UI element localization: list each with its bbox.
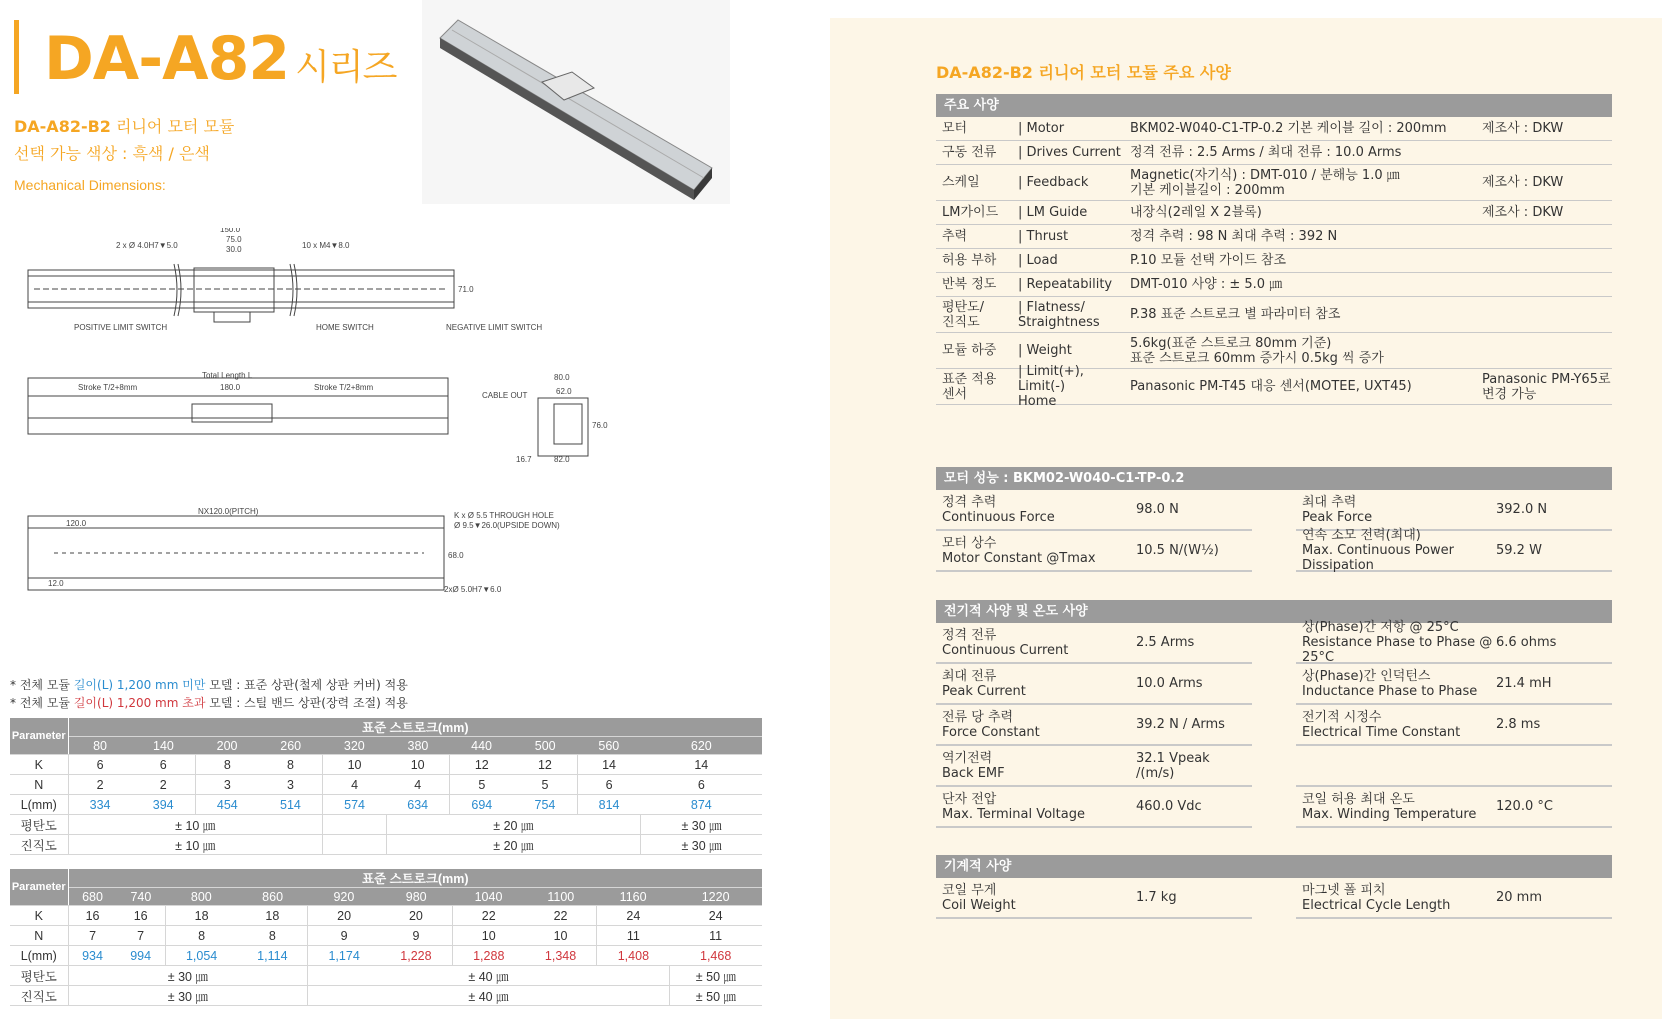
param-header: Parameter <box>10 718 68 755</box>
row-label: N <box>10 775 68 795</box>
table-cell: 934 <box>68 946 117 966</box>
spec-pair <box>936 623 1252 664</box>
model-line: DA-A82-B2 리니어 모터 모듈 <box>14 117 235 136</box>
spec-pair <box>1296 878 1612 919</box>
spec-key: 단자 전압 Max. Terminal Voltage <box>942 791 1085 822</box>
spec-pair-row <box>936 746 1612 787</box>
dim-label: 120.0 <box>66 519 87 528</box>
spec-cell: 모듈 하중 <box>942 343 997 358</box>
table-cell: 14 <box>641 755 762 775</box>
spec-pair <box>936 664 1252 705</box>
spec-pair <box>936 490 1252 531</box>
table-cell: 10 <box>452 926 524 946</box>
table-cell: 1,228 <box>380 946 452 966</box>
table-cell: 9 <box>308 926 380 946</box>
spec-key: 모터 상수 Motor Constant @Tmax <box>942 535 1096 566</box>
spec-key: 연속 소모 전력(최대) Max. Continuous Power Dissipation <box>1302 528 1455 573</box>
stroke-col: 800 <box>165 888 237 906</box>
mech-dim-label: Mechanical Dimensions: <box>14 177 166 193</box>
spec-cell: 평탄도/ 진직도 <box>942 299 985 330</box>
spec-cell: P.38 표준 스트로크 별 파라미터 참조 <box>1130 307 1341 322</box>
dim-label: 16.7 <box>516 455 532 464</box>
stroke-group-header: 표준 스트로크(mm) <box>68 718 762 737</box>
spec-pair-row <box>936 490 1612 531</box>
table-cell: 1,114 <box>238 946 308 966</box>
table-cell: 18 <box>238 906 308 926</box>
spec-pair <box>936 746 1252 787</box>
mech-section <box>936 855 1612 919</box>
stroke-group-header: 표준 스트로크(mm) <box>68 869 762 888</box>
spec-pair <box>1296 787 1612 828</box>
table-cell: 24 <box>669 906 762 926</box>
table-row <box>10 795 762 815</box>
spec-key: 마그넷 폴 피치 Electrical Cycle Length <box>1302 882 1451 913</box>
elec-header: 전기적 사양 및 온도 사양 <box>936 600 1612 623</box>
spec-pair <box>1296 620 1612 665</box>
row-label: 진직도 <box>10 986 68 1006</box>
table-cell: ± 20 ㎛ <box>386 835 641 855</box>
table-cell: 8 <box>238 926 308 946</box>
spec-cell: LM가이드 <box>942 205 999 220</box>
table-cell: 6 <box>641 775 762 795</box>
spec-pair-row <box>936 787 1612 828</box>
spec-pair-row <box>936 878 1612 919</box>
table-cell: 8 <box>259 755 323 775</box>
spec-pair <box>936 787 1252 828</box>
spec-key: 전류 당 추력 Force Constant <box>942 709 1040 740</box>
table-cell: 394 <box>132 795 196 815</box>
spec-value: 21.4 mH <box>1496 676 1552 691</box>
stroke-col: 140 <box>132 737 196 755</box>
table-cell: 20 <box>380 906 452 926</box>
spec-key: 상(Phase)간 인덕턴스 Inductance Phase to Phase <box>1302 668 1478 699</box>
spec-cell: 내장식(2레일 X 2블록) <box>1130 205 1262 220</box>
spec-row <box>936 165 1612 201</box>
dim-label: 180.0 <box>220 383 241 392</box>
spec-cell: | Drives Current <box>1018 145 1121 160</box>
table-cell: 9 <box>380 926 452 946</box>
spec-cell: | Feedback <box>1018 175 1089 190</box>
main-spec-section <box>936 94 1612 409</box>
spec-row <box>936 364 1612 409</box>
table-cell: 454 <box>195 795 259 815</box>
spec-pair-row <box>936 528 1612 573</box>
stroke-col: 860 <box>238 888 308 906</box>
table-cell: 22 <box>452 906 524 926</box>
table-cell: 11 <box>669 926 762 946</box>
table-cell: ± 40 ㎛ <box>308 986 670 1006</box>
stroke-col: 980 <box>380 888 452 906</box>
notes <box>10 676 408 712</box>
spec-cell: Magnetic(자기식) : DMT-010 / 분해능 1.0 ㎛ 기본 케이블길이 : 200mm <box>1130 167 1400 198</box>
row-label: 평탄도 <box>10 815 68 835</box>
table-cell: 10 <box>323 755 387 775</box>
table-cell: ± 20 ㎛ <box>386 815 641 835</box>
table-row <box>10 755 762 775</box>
table-cell: 8 <box>165 926 237 946</box>
table-row <box>10 775 762 795</box>
table-cell: 814 <box>577 795 641 815</box>
table-row <box>10 835 762 855</box>
spec-cell: 정격 추력 : 98 N 최대 추력 : 392 N <box>1130 229 1338 244</box>
table-cell: 24 <box>597 906 669 926</box>
table-cell: 3 <box>195 775 259 795</box>
dim-label: Ø 9.5▼26.0(UPSIDE DOWN) <box>454 521 560 530</box>
dim-label: 2xØ 5.0H7▼6.0 <box>444 585 502 594</box>
dim-label: 76.0 <box>592 421 608 430</box>
spec-cell: BKM02-W040-C1-TP-0.2 기본 케이블 길이 : 200mm <box>1130 121 1447 136</box>
table-cell: 22 <box>525 906 597 926</box>
accent-bar <box>14 20 19 94</box>
spec-pair-row <box>936 664 1612 705</box>
product-photo <box>422 0 730 204</box>
table-cell: 694 <box>450 795 514 815</box>
spec-cell: 반복 정도 <box>942 277 997 292</box>
spec-pair <box>1296 664 1612 705</box>
spec-pair <box>1296 490 1612 531</box>
left-panel <box>0 0 830 1019</box>
spec-key: 최대 전류 Peak Current <box>942 668 1026 699</box>
dim-label: 12.0 <box>48 579 64 588</box>
dim-label: 2 x Ø 4.0H7▼5.0 <box>116 241 178 250</box>
dim-label: Stroke T/2+8mm <box>78 383 138 392</box>
elec-section <box>936 600 1612 828</box>
spec-pair <box>1296 528 1612 573</box>
table-cell: ± 10 ㎛ <box>68 815 323 835</box>
table-cell: 634 <box>386 795 450 815</box>
stroke-col: 320 <box>323 737 387 755</box>
spec-value: 59.2 W <box>1496 543 1542 558</box>
table-row <box>10 946 762 966</box>
table-cell: 6 <box>577 775 641 795</box>
spec-value: 98.0 N <box>1136 502 1179 517</box>
mechanical-drawing <box>14 228 654 638</box>
dim-label: NEGATIVE LIMIT SWITCH <box>446 323 543 332</box>
table-cell: 4 <box>386 775 450 795</box>
spec-key: 역기전력 Back EMF <box>942 750 1005 781</box>
spec-pair <box>936 705 1252 746</box>
dim-label: HOME SWITCH <box>316 323 374 332</box>
spec-cell: 스케일 <box>942 175 980 190</box>
table-cell: 16 <box>68 906 117 926</box>
row-label: L(mm) <box>10 795 68 815</box>
spec-cell: | LM Guide <box>1018 205 1088 220</box>
stroke-col: 200 <box>195 737 259 755</box>
spec-row <box>936 225 1612 249</box>
spec-cell: Panasonic PM-T45 대응 센서(MOTEE, UXT45) <box>1130 379 1412 394</box>
spec-key: 최대 추력 Peak Force <box>1302 494 1373 525</box>
row-label: 진직도 <box>10 835 68 855</box>
table-cell: 1,054 <box>165 946 237 966</box>
table-cell: 994 <box>117 946 166 966</box>
motor-section <box>936 467 1612 572</box>
table-cell: ± 50 ㎛ <box>669 966 762 986</box>
spec-key: 정격 추력 Continuous Force <box>942 494 1055 525</box>
table-cell: 1,468 <box>669 946 762 966</box>
dim-label: Total Length L <box>202 371 253 380</box>
table-cell: 7 <box>68 926 117 946</box>
table-cell: 514 <box>259 795 323 815</box>
spec-cell: 모터 <box>942 121 968 136</box>
spec-row <box>936 249 1612 273</box>
dim-label: 68.0 <box>448 551 464 560</box>
stroke-col: 1040 <box>452 888 524 906</box>
stroke-col: 80 <box>68 737 132 755</box>
spec-cell: 제조사 : DKW <box>1482 205 1564 220</box>
table-cell: 11 <box>597 926 669 946</box>
dim-label: Stroke T/2+8mm <box>314 383 374 392</box>
table-cell: 8 <box>195 755 259 775</box>
table-cell: 7 <box>117 926 166 946</box>
spec-key: 정격 전류 Continuous Current <box>942 627 1069 658</box>
row-label: 평탄도 <box>10 966 68 986</box>
table-cell: ± 30 ㎛ <box>641 815 762 835</box>
spec-pair <box>1296 746 1612 787</box>
spec-pair-row <box>936 620 1612 665</box>
table-cell: 6 <box>68 755 132 775</box>
table-cell: 10 <box>386 755 450 775</box>
table-cell: 1,348 <box>525 946 597 966</box>
spec-key: 코일 허용 최대 온도 Max. Winding Temperature <box>1302 791 1477 822</box>
stroke-table-2 <box>10 869 762 1006</box>
dim-label: NX120.0(PITCH) <box>198 507 259 516</box>
spec-value: 2.5 Arms <box>1136 635 1195 650</box>
right-panel <box>830 18 1662 1019</box>
row-label: N <box>10 926 68 946</box>
stroke-col: 440 <box>450 737 514 755</box>
dim-label: 62.0 <box>556 387 572 396</box>
stroke-col: 500 <box>513 737 577 755</box>
dim-label: K x Ø 5.5 THROUGH HOLE <box>454 511 554 520</box>
row-label: K <box>10 755 68 775</box>
table-cell: ± 30 ㎛ <box>68 986 308 1006</box>
stroke-col: 560 <box>577 737 641 755</box>
motor-header: 모터 성능 : BKM02-W040-C1-TP-0.2 <box>936 467 1612 490</box>
spec-title: DA-A82-B2 리니어 모터 모듈 주요 사양 <box>936 63 1231 82</box>
spec-cell: 5.6kg(표준 스트로크 80mm 기준) 표준 스트로크 60mm 증가시 0.5kg 씩 증가 <box>1130 335 1384 366</box>
dim-label: 75.0 <box>226 235 242 244</box>
stroke-col: 680 <box>68 888 117 906</box>
dim-label: 71.0 <box>458 285 474 294</box>
table-cell: 5 <box>513 775 577 795</box>
spec-value: 460.0 Vdc <box>1136 799 1202 814</box>
stroke-col: 260 <box>259 737 323 755</box>
table-cell: 10 <box>525 926 597 946</box>
spec-key: 상(Phase)간 저항 @ 25°C Resistance Phase to Phase @ 25°C <box>1302 620 1493 665</box>
spec-value: 2.8 ms <box>1496 717 1541 732</box>
dim-label: 30.0 <box>226 245 242 254</box>
spec-cell: | Motor <box>1018 121 1065 136</box>
spec-pair <box>936 878 1252 919</box>
table-row <box>10 906 762 926</box>
spec-value: 10.0 Arms <box>1136 676 1203 691</box>
stroke-col: 380 <box>386 737 450 755</box>
table-cell: 874 <box>641 795 762 815</box>
spec-pair <box>1296 705 1612 746</box>
spec-cell: | Repeatability <box>1018 277 1113 292</box>
spec-cell: 추력 <box>942 229 968 244</box>
spec-row <box>936 273 1612 297</box>
spec-value: 6.6 ohms <box>1496 635 1557 650</box>
spec-cell: | Limit(+), Limit(-) Home <box>1018 364 1084 409</box>
row-label: L(mm) <box>10 946 68 966</box>
spec-value: 392.0 N <box>1496 502 1548 517</box>
stroke-col: 1100 <box>525 888 597 906</box>
table-cell: 12 <box>513 755 577 775</box>
table-cell: ± 30 ㎛ <box>641 835 762 855</box>
table-cell: 1,174 <box>308 946 380 966</box>
dim-label: CABLE OUT <box>482 391 528 400</box>
spec-cell: | Load <box>1018 253 1058 268</box>
table-cell: 754 <box>513 795 577 815</box>
table-cell: 334 <box>68 795 132 815</box>
table-cell: 2 <box>68 775 132 795</box>
spec-pair <box>936 531 1252 572</box>
spec-cell: 제조사 : DKW <box>1482 121 1564 136</box>
dim-label: 10 x M4▼8.0 <box>302 241 350 250</box>
table-cell: 1,408 <box>597 946 669 966</box>
spec-row <box>936 141 1612 165</box>
main-spec-header: 주요 사양 <box>936 94 1612 117</box>
table-cell: ± 50 ㎛ <box>669 986 762 1006</box>
stroke-col: 1220 <box>669 888 762 906</box>
spec-cell: P.10 모듈 선택 가이드 참조 <box>1130 253 1287 268</box>
table-cell: 5 <box>450 775 514 795</box>
table-cell <box>323 835 387 855</box>
spec-cell: DMT-010 사양 : ± 5.0 ㎛ <box>1130 277 1283 292</box>
spec-row <box>936 297 1612 333</box>
spec-cell: Panasonic PM-Y65로 변경 가능 <box>1482 371 1611 402</box>
spec-cell: | Thrust <box>1018 229 1069 244</box>
spec-cell: 구동 전류 <box>942 145 997 160</box>
stroke-col: 620 <box>641 737 762 755</box>
note-1: * 전체 모듈 길이(L) 1,200 mm 미만 모델 : 표준 상판(철제 상판 커버) 적용 <box>10 678 408 692</box>
spec-value: 32.1 Vpeak /(m/s) <box>1136 750 1210 781</box>
table-row <box>10 815 762 835</box>
table-cell: 18 <box>165 906 237 926</box>
dim-label: POSITIVE LIMIT SWITCH <box>74 323 168 332</box>
stroke-col: 740 <box>117 888 166 906</box>
table-cell: ± 40 ㎛ <box>308 966 670 986</box>
color-options: 선택 가능 색상 : 흑색 / 은색 <box>14 144 210 163</box>
spec-value: 39.2 N / Arms <box>1136 717 1225 732</box>
table-cell: 4 <box>323 775 387 795</box>
spec-cell: | Flatness/ Straightness <box>1018 299 1100 330</box>
spec-value: 20 mm <box>1496 890 1543 905</box>
spec-row <box>936 201 1612 225</box>
spec-value: 120.0 °C <box>1496 799 1553 814</box>
table-cell: 14 <box>577 755 641 775</box>
table-cell: 1,288 <box>452 946 524 966</box>
spec-cell: 표준 적용 센서 <box>942 371 997 402</box>
table-cell: ± 10 ㎛ <box>68 835 323 855</box>
stroke-col: 920 <box>308 888 380 906</box>
stroke-col: 1160 <box>597 888 669 906</box>
table-cell: 3 <box>259 775 323 795</box>
row-label: K <box>10 906 68 926</box>
spec-pair-row <box>936 705 1612 746</box>
note-2: * 전체 모듈 길이(L) 1,200 mm 초과 모델 : 스틸 밴드 상판(장력 조절) 적용 <box>10 696 408 710</box>
table-row <box>10 926 762 946</box>
table-row <box>10 986 762 1006</box>
table-row <box>10 966 762 986</box>
table-cell: 2 <box>132 775 196 795</box>
table-cell: 574 <box>323 795 387 815</box>
spec-cell: 허용 부하 <box>942 253 997 268</box>
table-cell: ± 30 ㎛ <box>68 966 308 986</box>
dim-label: 82.0 <box>554 455 570 464</box>
mech-header: 기계적 사양 <box>936 855 1612 878</box>
dim-label: 150.0 <box>220 228 241 234</box>
table-cell: 20 <box>308 906 380 926</box>
spec-cell: 제조사 : DKW <box>1482 175 1564 190</box>
dim-label: 80.0 <box>554 373 570 382</box>
table-cell: 6 <box>132 755 196 775</box>
table-cell <box>323 815 387 835</box>
spec-value: 1.7 kg <box>1136 890 1177 905</box>
spec-cell: 정격 전류 : 2.5 Arms / 최대 전류 : 10.0 Arms <box>1130 145 1402 160</box>
param-header: Parameter <box>10 869 68 906</box>
spec-value: 10.5 N/(W½) <box>1136 543 1219 558</box>
spec-key: 코일 무게 Coil Weight <box>942 882 1016 913</box>
stroke-table-1 <box>10 718 762 855</box>
table-cell: 12 <box>450 755 514 775</box>
spec-cell: | Weight <box>1018 343 1072 358</box>
table-cell: 16 <box>117 906 166 926</box>
series-title: DA-A82 시리즈 <box>44 24 397 94</box>
spec-row <box>936 117 1612 141</box>
spec-key: 전기적 시정수 Electrical Time Constant <box>1302 709 1461 740</box>
